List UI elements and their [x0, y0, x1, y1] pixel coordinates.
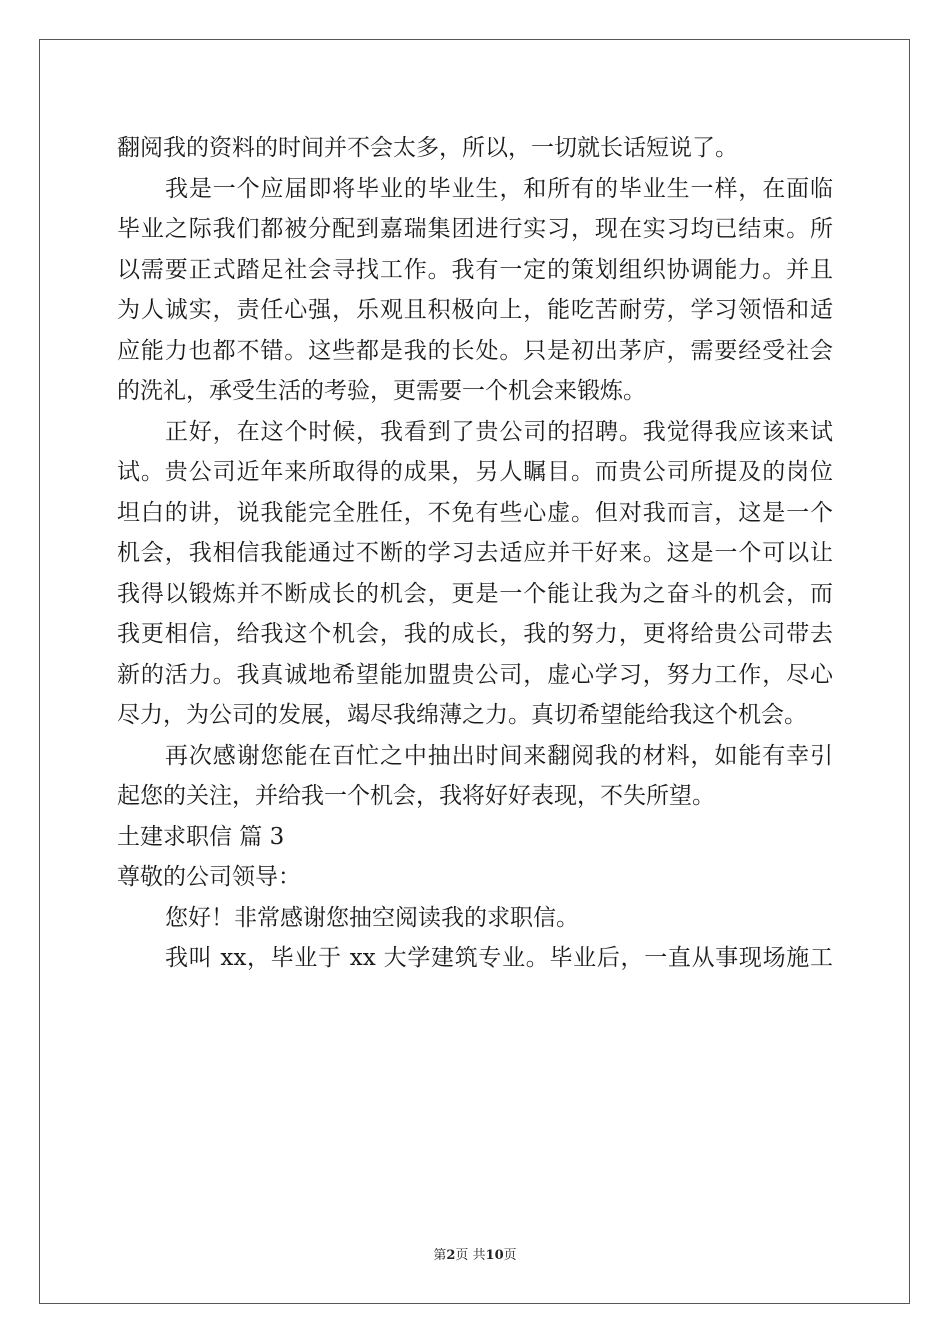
- paragraph-line: 试。贵公司近年来所取得的成果，另人瞩目。而贵公司所提及的岗位: [117, 459, 833, 485]
- paragraph-line: 坦白的讲，说我能完全胜任，不免有些心虚。但对我而言，这是一个: [117, 499, 833, 526]
- page-mid: 页 共: [455, 1248, 486, 1263]
- paragraph-line: 新的活力。我真诚地希望能加盟贵公司，虚心学习，努力工作，尽心: [117, 661, 833, 688]
- salutation: 尊敬的公司领导：: [117, 864, 301, 890]
- section-heading: 土建求职信 篇 3: [117, 823, 285, 850]
- paragraph-line: 机会，我相信我能通过不断的学习去适应并干好来。这是一个可以让: [117, 540, 833, 566]
- page-number-footer: [0, 1244, 950, 1263]
- paragraph-line: 毕业之际我们都被分配到嘉瑞集团进行实习，现在实习均已结束。所: [117, 216, 833, 242]
- total-pages: 10: [485, 1248, 504, 1263]
- page-prefix: 第: [433, 1248, 447, 1263]
- current-page: 2: [446, 1248, 456, 1263]
- paragraph-line: 我更相信，给我这个机会，我的成长，我的努力，更将给贵公司带去: [117, 621, 833, 647]
- document-body: [117, 128, 833, 979]
- greeting-line: 您好！非常感谢您抽空阅读我的求职信。: [165, 904, 579, 931]
- paragraph-line: 翻阅我的资料的时间并不会太多，所以，一切就长话短说了。: [117, 135, 738, 161]
- paragraph-line: 应能力也都不错。这些都是我的长处。只是初出茅庐，需要经受社会: [117, 337, 833, 364]
- paragraph-line: 再次感谢您能在百忙之中抽出时间来翻阅我的材料，如能有幸引: [165, 742, 833, 769]
- paragraph-line: 以需要正式踏足社会寻找工作。我有一定的策划组织协调能力。并且: [117, 256, 833, 283]
- paragraph-line: 为人诚实，责任心强，乐观且积极向上，能吃苦耐劳，学习领悟和适: [117, 297, 833, 323]
- paragraph-line: 正好，在这个时候，我看到了贵公司的招聘。我觉得我应该来试: [165, 418, 833, 445]
- paragraph-line: 尽力，为公司的发展，竭尽我绵薄之力。真切希望能给我这个机会。: [117, 702, 807, 728]
- paragraph-line: 我得以锻炼并不断成长的机会，更是一个能让我为之奋斗的机会，而: [117, 580, 833, 607]
- paragraph-line: 我叫 xx，毕业于 xx 大学建筑专业。毕业后，一直从事现场施工: [165, 945, 833, 971]
- paragraph-line: 起您的关注，并给我一个机会，我将好好表现，不失所望。: [117, 783, 715, 809]
- paragraph-line: 的洗礼，承受生活的考验，更需要一个机会来锻炼。: [117, 378, 646, 404]
- paragraph-line: 我是一个应届即将毕业的毕业生，和所有的毕业生一样，在面临: [165, 175, 833, 202]
- page-suffix: 页: [503, 1248, 517, 1263]
